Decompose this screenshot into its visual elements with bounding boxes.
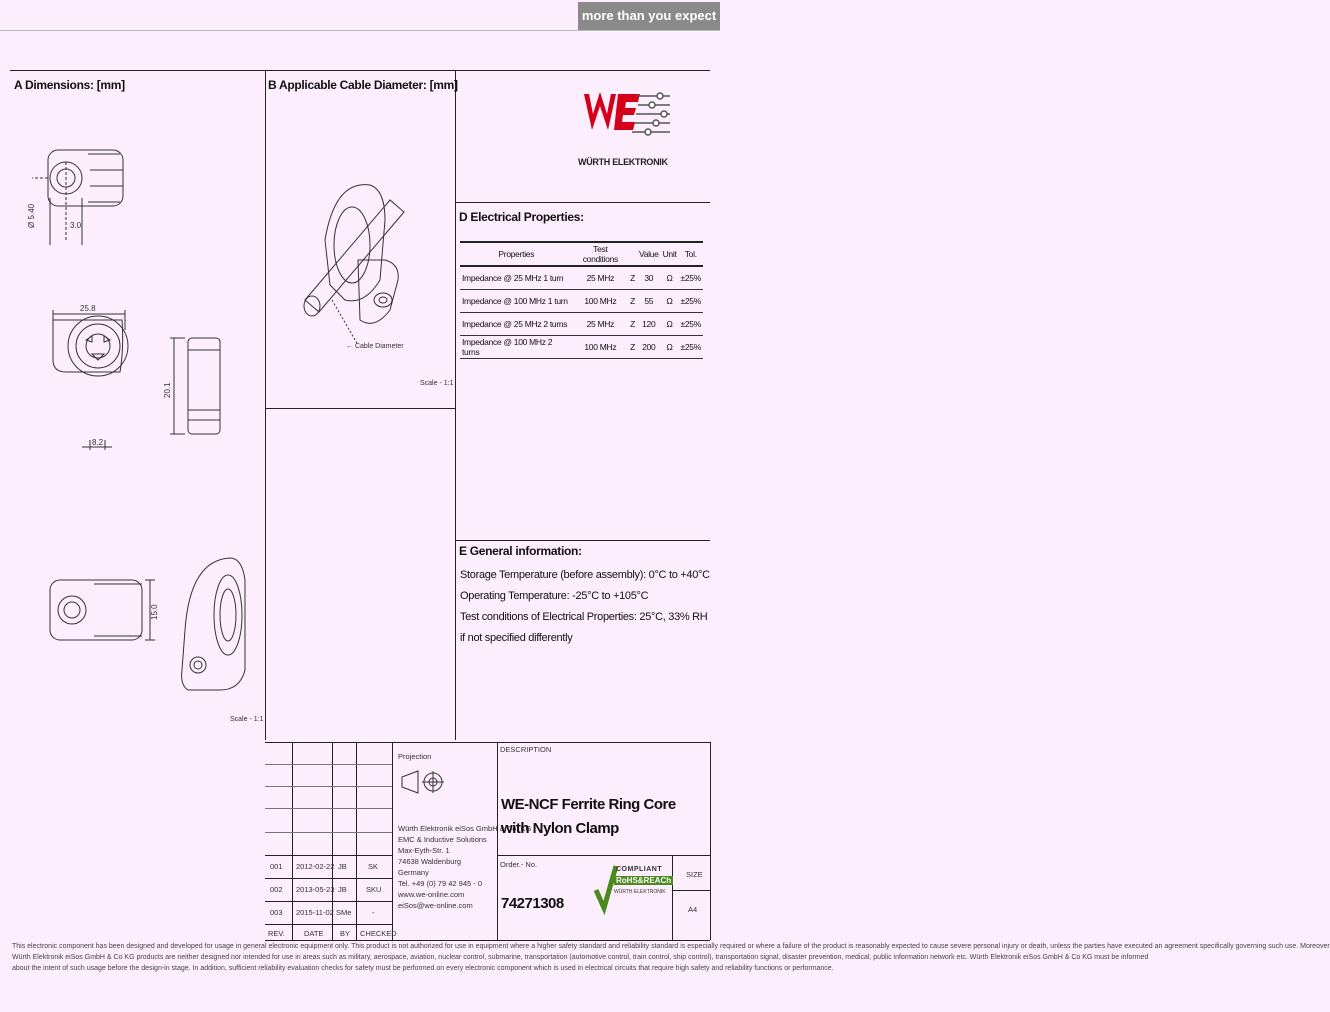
tb-row [265,924,392,925]
dim-diameter: Ø 5.40 [27,203,36,228]
divider-bd [455,70,456,740]
dim-thickness: 3.0 [70,221,82,230]
rev-cell: 2015-11-02 [296,908,334,917]
tb-row [265,901,392,902]
info-line: Operating Temperature: -25°C to +105°C [460,590,649,602]
tb-row [672,890,710,891]
slogan-banner: more than you expect [578,2,720,30]
rohs-brand: WÜRTH ELEKTRONIK [614,889,666,895]
part-number: 74271308 [501,895,564,912]
rev-cell: SKU [366,885,382,894]
cell: Ω [661,313,679,336]
rev-header: DATE [304,929,324,938]
disclaimer [12,941,1330,974]
tb-row [265,878,392,879]
projection-symbol-icon [400,765,445,801]
cell: Ω [661,336,679,359]
cell: Z [628,336,637,359]
cell: 55 [637,290,661,313]
cell: 120 [637,313,661,336]
table-row [460,336,703,359]
cell: Ω [661,266,679,290]
cell: ±25% [679,290,704,313]
section-e-title: E General information: [459,544,582,558]
cell: 25 MHz [573,266,628,290]
table-header-row [460,242,703,266]
rev-cell: SK [368,862,379,871]
rev-cell: SMe [336,908,352,917]
disclaimer-line: Würth Elektronik eiSos GmbH & Co KG products are neither designed nor intended for use in areas such as military, aerospace, aviation, nuclear control, submarine, transportation (automotive control, train control, ship control), transportation signal, disaster prevention, medical, public information network etc. Würth Elektronik eiSos GmbH & Co KG must be informed [12,954,1149,961]
size-label: SIZE [686,870,703,879]
cell: 30 [637,266,661,290]
rohs-reach-badge [594,862,670,912]
info-line: Test conditions of Electrical Properties: 25°C, 33% RH [460,611,708,623]
address-line: 74638 Waldenburg [398,857,462,866]
cell: Impedance @ 100 MHz 1 turn [460,290,573,313]
tb-row [265,786,392,787]
address-line: Würth Elektronik eiSos GmbH & Co. KG [398,824,532,833]
tb-row [265,832,392,833]
address-line: Max-Eyth-Str. 1 [398,846,450,855]
dim-tab: 8.2 [92,438,104,447]
cell: 100 MHz [573,290,628,313]
address-line: Tel. +49 (0) 79 42 945 - 0 [398,879,483,888]
order-label: Order.- No. [500,860,538,869]
cell: ±25% [679,266,704,290]
cell: ±25% [679,313,704,336]
tb-row [265,764,392,765]
rohs-reach-text: RoHS&REACh [616,876,672,885]
scale-a: Scale - 1:1 [230,716,264,723]
rev-cell: JB [338,862,347,871]
tb-col4 [392,742,393,940]
description-label: DESCRIPTION [500,745,552,754]
rohs-check-icon [594,862,616,912]
projection-label: Projection [398,752,432,761]
tb-row [265,855,392,856]
rev-header: CHECKED [360,929,397,938]
we-logo-icon [578,84,678,154]
cell: Impedance @ 25 MHz 2 turns [460,313,573,336]
dim-width: 15.0 [150,604,159,620]
table-row [460,313,703,336]
header-divider [0,30,720,31]
divider-logo-d [455,202,710,203]
col-symbol [628,242,637,266]
cell: 200 [637,336,661,359]
dimension-drawings [20,110,260,730]
cell: 25 MHz [573,313,628,336]
cell: Ω [661,290,679,313]
divider-ab [265,70,266,740]
info-line: if not specified differently [460,632,573,644]
tb-col6 [672,855,673,940]
disclaimer-line: This electronic component has been designed and developed for usage in general electronic equipment only. This product is not authorized for use in equipment where a higher safety standard and reliability standard is especially required or where a failure of the product is reasonably expected to cause severe personal injury or death, unless the parties have executed an agreement specifically governing such use. Moreover [12,943,1330,950]
rev-cell: - [372,908,375,917]
cell: Z [628,313,637,336]
tb-col1 [292,742,293,940]
size-value: A4 [688,905,698,914]
rohs-compliant: COMPLIANT [616,866,663,873]
address-line: EMC & Inductive Solutions [398,835,487,844]
rev-header: REV. [268,929,285,938]
table-row [460,266,703,290]
section-d-title: D Electrical Properties: [459,210,584,224]
section-a-title: A Dimensions: [mm] [14,78,125,92]
titleblock-right [710,742,711,940]
rev-cell: JB [338,885,347,894]
cell: 100 MHz [573,336,628,359]
rev-header: BY [340,929,351,938]
top-view-outline [48,150,123,206]
dim-length: 25.8 [80,304,96,313]
col-properties: Properties [460,242,573,266]
address-line: eiSos@we-online.com [398,901,473,910]
scale-b: Scale - 1:1 [420,380,454,387]
disclaimer-line: about the intent of such usage before the design-in stage. In addition, sufficient reliability evaluation checks for safety must be performed on every electronic component which is used in electrical circuits that require high safety and reliability functions or performance. [12,965,834,972]
divider-b-bottom [265,408,455,409]
address-line: Germany [398,868,429,877]
cell: Z [628,266,637,290]
dim-height: 20.1 [163,382,172,398]
product-description: WE-NCF Ferrite Ring Core with Nylon Clamp [501,796,676,837]
cable-diameter-label: ← Cable Diameter [346,343,404,350]
col-unit: Unit [661,242,679,266]
frame-top [10,70,710,71]
table-row [460,290,703,313]
cell: Z [628,290,637,313]
rev-cell: 2012-02-22 [296,862,335,871]
tb-row [265,808,392,809]
col-value: Value [637,242,661,266]
info-line: Storage Temperature (before assembly): 0°C to +40°C [460,569,710,581]
cell: Impedance @ 25 MHz 1 turn [460,266,573,290]
rev-cell: 002 [270,885,283,894]
section-b-title: B Applicable Cable Diameter: [mm] [268,78,458,92]
wurth-logo [578,84,678,174]
tb-col3 [356,742,357,940]
general-info [460,565,710,649]
cell: ±25% [679,336,704,359]
address-line: www.we-online.com [398,890,465,899]
rev-cell: 2013-05-23 [296,885,335,894]
rev-cell: 001 [270,862,283,871]
electrical-properties-table [460,241,703,359]
divider-d-e [455,540,710,541]
cell: Impedance @ 100 MHz 2 turns [460,336,573,359]
col-test-conditions: Test conditions [573,242,628,266]
col-tolerance: Tol. [679,242,704,266]
rev-cell: 003 [270,908,283,917]
brand-name: WÜRTH ELEKTRONIK [578,157,668,167]
